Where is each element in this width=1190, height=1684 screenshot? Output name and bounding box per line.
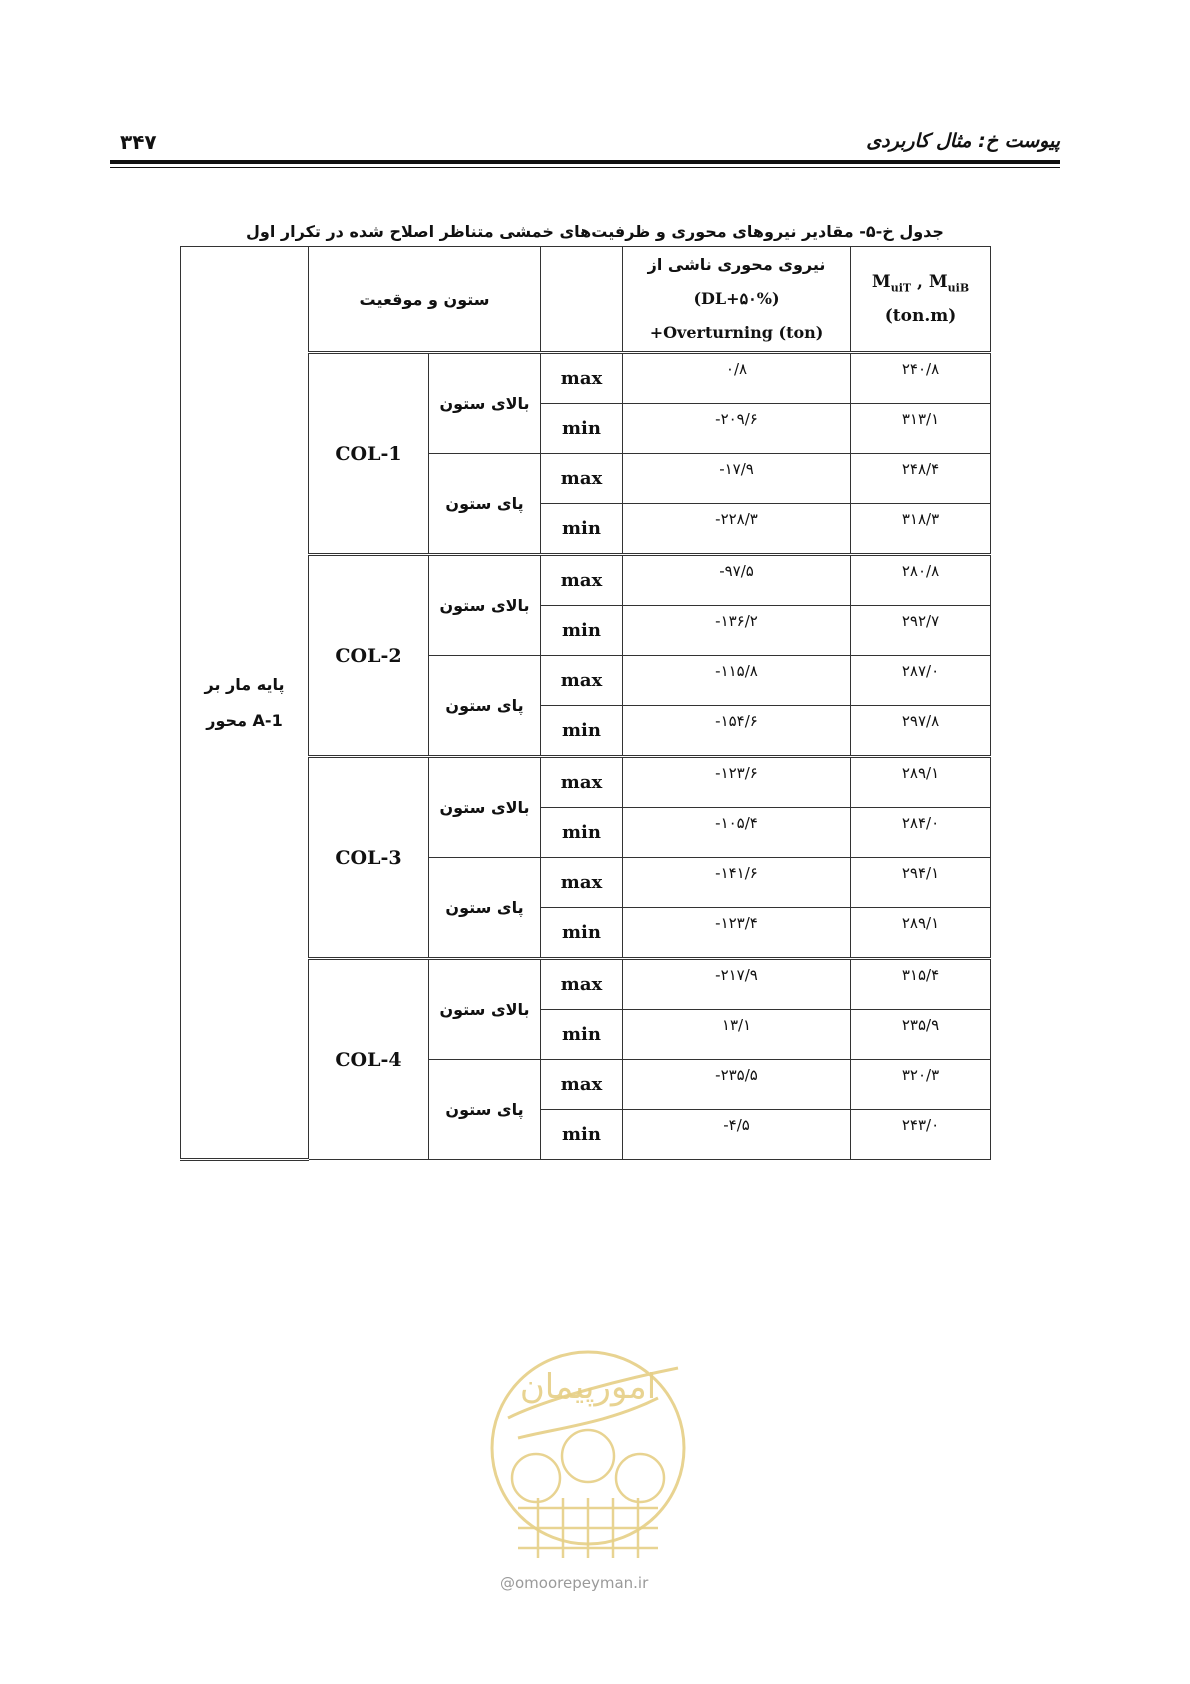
min-label-cell: min: [541, 1010, 623, 1060]
moment-value-cell: ۲۸۷/۰: [851, 656, 991, 706]
axial-value-cell: -۲۱۷/۹: [623, 959, 851, 1010]
header-rule-thin: [110, 167, 1060, 168]
min-label-cell: min: [541, 908, 623, 959]
base-label-line2: A-1 محور: [206, 710, 283, 730]
axial-value-cell: -۱۴۱/۶: [623, 858, 851, 908]
position-top-cell: بالای ستون: [429, 757, 541, 858]
max-label-cell: max: [541, 656, 623, 706]
max-label-cell: max: [541, 757, 623, 808]
min-label-cell: min: [541, 404, 623, 454]
axial-value-cell: -۱۱۵/۸: [623, 656, 851, 706]
min-label-cell: min: [541, 706, 623, 757]
position-bottom-cell: پای ستون: [429, 656, 541, 757]
table-caption: جدول خ-۵- مقادیر نیروهای محوری و ظرفیت‌های خمشی متناظر اصلاح شده در تکرار اول: [246, 222, 944, 241]
position-bottom-cell: پای ستون: [429, 858, 541, 959]
axial-value-cell: -۲۲۸/۳: [623, 504, 851, 555]
max-label-cell: max: [541, 353, 623, 404]
header-moment-symbol: $M_{uiT}$ , $M_{uiB}$: [871, 271, 970, 295]
header-location: ستون و موقعیت: [309, 247, 541, 353]
column-name-cell: COL-2: [309, 555, 429, 757]
axial-value-cell: -۴/۵: [623, 1110, 851, 1160]
position-top-cell: بالای ستون: [429, 353, 541, 454]
min-label-cell: min: [541, 606, 623, 656]
axial-value-cell: -۹۷/۵: [623, 555, 851, 606]
max-label-cell: max: [541, 959, 623, 1010]
header-axial-line2: (DL+۵۰%): [693, 289, 780, 308]
moment-value-cell: ۳۱۵/۴: [851, 959, 991, 1010]
running-header-title: پیوست خ: مثال کاربردی: [866, 130, 1060, 152]
axial-value-cell: -۱۵۴/۶: [623, 706, 851, 757]
header-axial-line3: +Overturning (ton): [649, 323, 824, 342]
moment-value-cell: ۳۱۳/۱: [851, 404, 991, 454]
moment-value-cell: ۲۸۰/۸: [851, 555, 991, 606]
moment-value-cell: ۳۱۸/۳: [851, 504, 991, 555]
header-row: [181, 247, 991, 353]
max-label-cell: max: [541, 555, 623, 606]
header-rule: [110, 160, 1060, 164]
axial-value-cell: ۰/۸: [623, 353, 851, 404]
header-empty: [541, 247, 623, 353]
max-label-cell: max: [541, 858, 623, 908]
moment-value-cell: ۲۹۷/۸: [851, 706, 991, 757]
position-bottom-cell: پای ستون: [429, 454, 541, 555]
position-bottom-cell: پای ستون: [429, 1060, 541, 1160]
base-label-line1: پایه مار بر: [204, 674, 285, 694]
data-table: [180, 246, 991, 1161]
moment-value-cell: ۳۲۰/۳: [851, 1060, 991, 1110]
axial-value-cell: -۱۲۳/۴: [623, 908, 851, 959]
min-label-cell: min: [541, 808, 623, 858]
header-moment: [851, 247, 991, 353]
moment-value-cell: ۲۳۵/۹: [851, 1010, 991, 1060]
page-number: ۳۴۷: [120, 130, 157, 154]
watermark-brand-text: امورپیمان: [519, 1367, 657, 1407]
axial-value-cell: ۱۳/۱: [623, 1010, 851, 1060]
moment-value-cell: ۲۴۸/۴: [851, 454, 991, 504]
min-label-cell: min: [541, 504, 623, 555]
column-name-cell: COL-1: [309, 353, 429, 555]
watermark-logo: [488, 1338, 688, 1568]
moment-value-cell: ۲۹۴/۱: [851, 858, 991, 908]
position-top-cell: بالای ستون: [429, 555, 541, 656]
base-cell: [181, 247, 309, 1160]
moment-value-cell: ۲۸۹/۱: [851, 757, 991, 808]
header-axial-line1: نیروی محوری ناشی از: [647, 255, 826, 274]
min-label-cell: min: [541, 1110, 623, 1160]
axial-value-cell: -۱۳۶/۲: [623, 606, 851, 656]
moment-value-cell: ۲۸۴/۰: [851, 808, 991, 858]
axial-value-cell: -۱۲۳/۶: [623, 757, 851, 808]
max-label-cell: max: [541, 1060, 623, 1110]
header-moment-unit: (ton.m): [884, 306, 957, 327]
column-name-cell: COL-4: [309, 959, 429, 1160]
axial-value-cell: -۱۷/۹: [623, 454, 851, 504]
moment-value-cell: ۲۹۲/۷: [851, 606, 991, 656]
column-name-cell: COL-3: [309, 757, 429, 959]
axial-value-cell: -۱۰۵/۴: [623, 808, 851, 858]
moment-value-cell: ۲۸۹/۱: [851, 908, 991, 959]
axial-value-cell: -۲۰۹/۶: [623, 404, 851, 454]
moment-value-cell: ۲۴۳/۰: [851, 1110, 991, 1160]
watermark-url: @omoorepeyman.ir: [500, 1574, 649, 1592]
header-axial: [623, 247, 851, 353]
axial-value-cell: -۲۳۵/۵: [623, 1060, 851, 1110]
max-label-cell: max: [541, 454, 623, 504]
position-top-cell: بالای ستون: [429, 959, 541, 1060]
moment-value-cell: ۲۴۰/۸: [851, 353, 991, 404]
